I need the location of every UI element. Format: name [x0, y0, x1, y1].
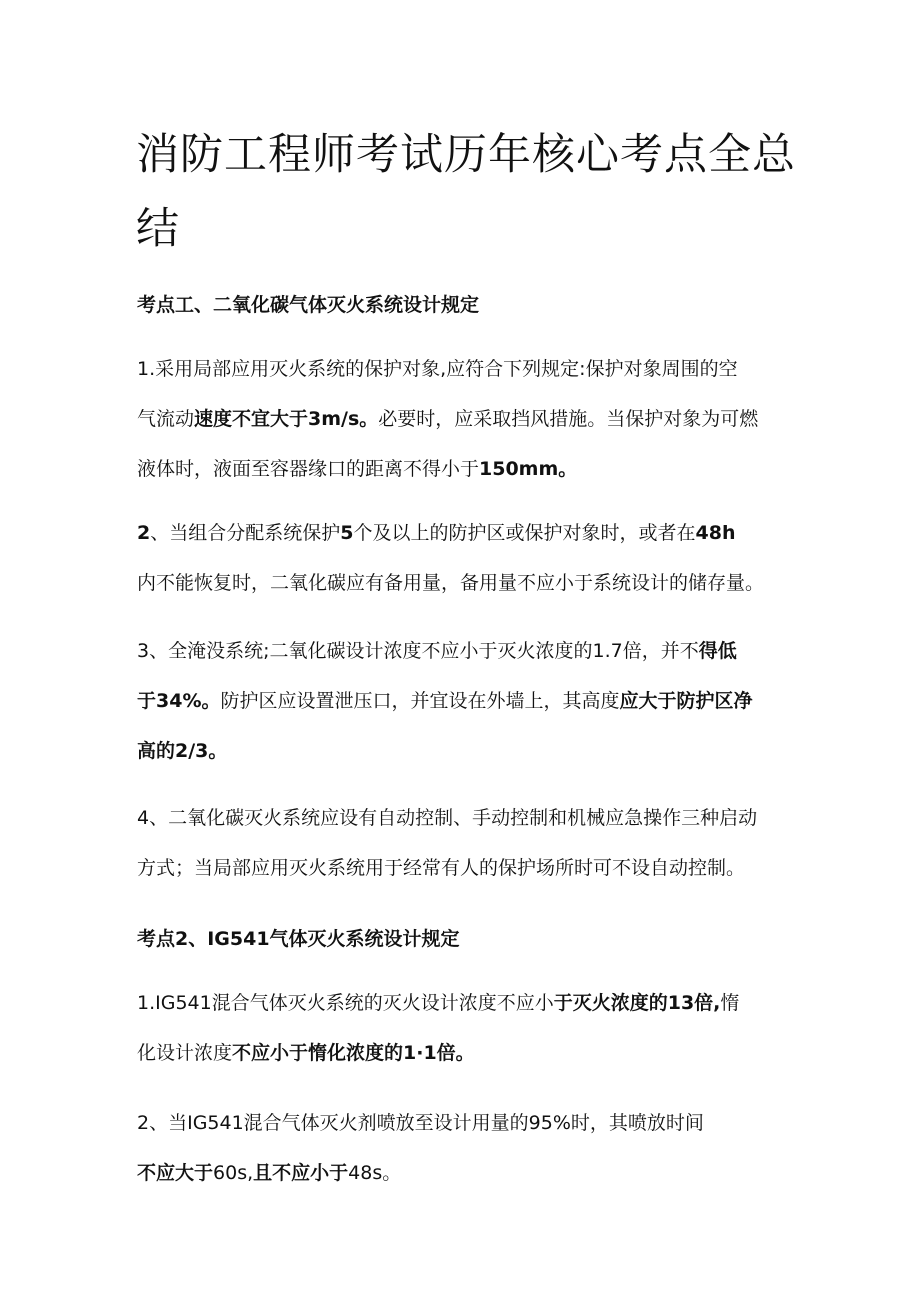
paragraph-line: 1.IG541混合气体灭火系统的灭火设计浓度不应小于灭火浓度的13倍,惰	[137, 992, 740, 1014]
paragraph-line: 液体时，液面至容器缘口的距离不得小于150mm。	[137, 458, 578, 480]
paragraph-line: 2、当IG541混合气体灭火剂喷放至设计用量的95%时，其喷放时间	[137, 1112, 704, 1134]
section-1-paragraph-3	[137, 626, 797, 776]
paragraph-line: 于34%。防护区应设置泄压口，并宜设在外墙上，其高度应大于防护区净	[137, 690, 753, 712]
paragraph-line: 化设计浓度不应小于惰化浓度的1·1倍。	[137, 1042, 475, 1064]
paragraph-line: 1.采用局部应用灭火系统的保护对象,应符合下列规定:保护对象周围的空	[137, 358, 738, 380]
section-1-paragraph-1	[137, 344, 797, 494]
paragraph-line: 高的2/3。	[137, 740, 228, 762]
paragraph-line: 4、二氧化碳灭火系统应设有自动控制、手动控制和机械应急操作三种启动	[137, 807, 758, 829]
document-title: 消防工程师考试历年核心考点全总结	[136, 130, 796, 254]
section-1-heading: 考点工、二氧化碳气体灭火系统设计规定	[137, 294, 480, 316]
section-1-paragraph-2	[137, 508, 797, 608]
section-2-heading: 考点2、IG541气体灭火系统设计规定	[137, 928, 460, 950]
paragraph-line: 气流动速度不宜大于3m/s。必要时，应采取挡风措施。当保护对象为可燃	[137, 408, 759, 430]
section-2-paragraph-1	[137, 978, 797, 1078]
paragraph-line: 不应大于60s,且不应小于48s。	[137, 1162, 402, 1184]
paragraph-line: 2、当组合分配系统保护5个及以上的防护区或保护对象时，或者在48h	[137, 522, 736, 544]
paragraph-line: 内不能恢复时，二氧化碳应有备用量，备用量不应小于系统设计的储存量。	[137, 572, 765, 594]
paragraph-line: 方式；当局部应用灭火系统用于经常有人的保护场所时可不设自动控制。	[137, 857, 746, 879]
section-1-paragraph-4	[137, 793, 797, 893]
paragraph-line: 3、全淹没系统;二氧化碳设计浓度不应小于灭火浓度的1.7倍，并不得低	[137, 640, 737, 662]
section-2-paragraph-2	[137, 1098, 797, 1198]
